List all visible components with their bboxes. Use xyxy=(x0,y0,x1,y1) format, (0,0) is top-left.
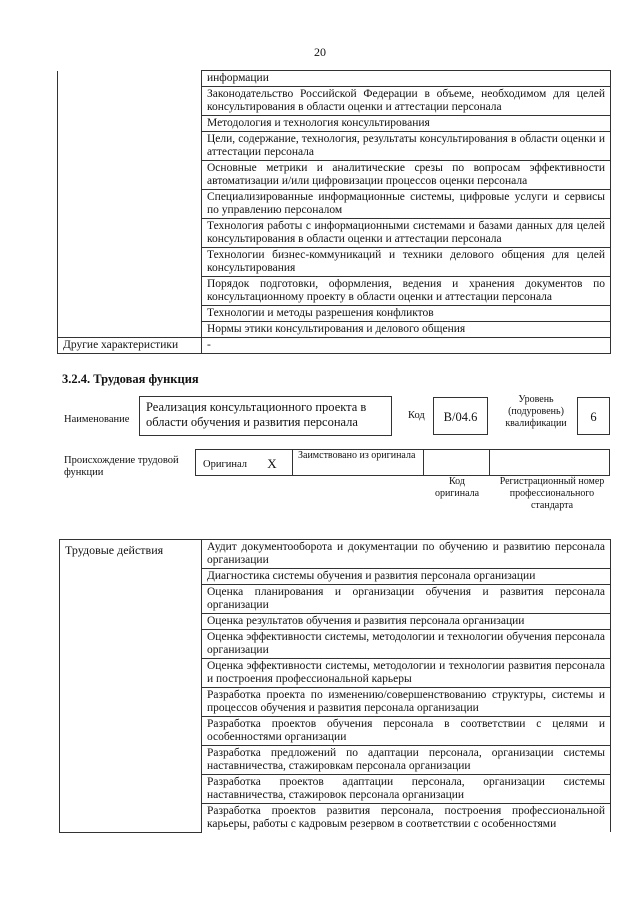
knowledge-label-cell xyxy=(58,71,202,338)
knowledge-item: Технологии и методы разрешения конфликтов xyxy=(202,306,611,322)
knowledge-item: информации xyxy=(202,71,611,87)
level-value-box xyxy=(577,397,610,435)
knowledge-item: Нормы этики консультирования и делового общения xyxy=(202,322,611,338)
origin-label: Происхождение трудовой функции xyxy=(64,455,179,478)
knowledge-item: Технологии бизнес-коммуникаций и техники делового общения для целей консультирования xyxy=(202,248,611,277)
other-characteristics-value: - xyxy=(202,338,611,354)
knowledge-table xyxy=(57,70,611,354)
reg-number-caption: Регистрационный номер профессионального стандарта xyxy=(499,476,605,511)
knowledge-item: Технология работы с информационными системами и базами данных для целей консультирования в области оценки и аттестации персонала xyxy=(202,219,611,248)
knowledge-item: Методология и технология консультирования xyxy=(202,116,611,132)
knowledge-item: Законодательство Российской Федерации в объеме, необходимом для целей консультирования в области оценки и аттестации персонала xyxy=(202,87,611,116)
action-item: Оценка эффективности системы, методологии и технологии обучения персонала организации xyxy=(202,630,611,659)
borrowed-label: Заимствовано из оригинала xyxy=(298,450,416,461)
origin-divider xyxy=(423,449,424,476)
knowledge-item: Порядок подготовки, оформления, ведения и хранения документов по консультационному проекту в области оценки и аттестации персонала xyxy=(202,277,611,306)
name-value-box xyxy=(139,396,392,436)
action-item: Разработка проекта по изменению/совершенствованию структуры, системы и процессов обучения и развития персонала организации xyxy=(202,688,611,717)
origin-code-caption: Код оригинала xyxy=(434,476,480,499)
action-item: Аудит документооборота и документации по обучению и развитию персонала организации xyxy=(202,540,611,569)
page-number: 20 xyxy=(314,45,326,59)
code-value: B/04.6 xyxy=(443,410,478,424)
actions-label: Трудовые действия xyxy=(60,540,202,833)
action-item: Разработка проектов развития персонала, построения профессиональной карьеры, работы с кадровым резервом в соответствии с особенностями xyxy=(202,804,611,833)
knowledge-item: Цели, содержание, технология, результаты консультирования в области оценки и аттестации персонала xyxy=(202,132,611,161)
action-item: Диагностика системы обучения и развития персонала организации xyxy=(202,569,611,585)
level-value: 6 xyxy=(590,410,597,424)
knowledge-item: Специализированные информационные системы, цифровые услуги и сервисы по управлению персоналом xyxy=(202,190,611,219)
action-item: Разработка предложений по адаптации персонала, организации системы наставничества, стажировкам персонала организации xyxy=(202,746,611,775)
action-item: Разработка проектов обучения персонала в соответствии с целями и особенностями организации xyxy=(202,717,611,746)
section-title: 3.2.4. Трудовая функция xyxy=(62,372,199,386)
origin-divider xyxy=(489,449,490,476)
original-mark: X xyxy=(267,456,277,471)
original-label: Оригинал xyxy=(203,459,247,470)
name-label: Наименование xyxy=(64,414,130,425)
other-characteristics-label: Другие характеристики xyxy=(58,338,202,354)
action-item: Оценка планирования и организации обучения и развития персонала организации xyxy=(202,585,611,614)
code-value-box xyxy=(433,397,488,435)
code-label: Код xyxy=(408,410,425,421)
name-value: Реализация консультационного проекта в области обучения и развития персонала xyxy=(146,400,367,429)
origin-divider xyxy=(292,449,293,476)
action-item: Оценка результатов обучения и развития персонала организации xyxy=(202,614,611,630)
knowledge-item: Основные метрики и аналитические срезы по вопросам эффективности автоматизации и/или цифровизации процессов оценки персонала xyxy=(202,161,611,190)
action-item: Разработка проектов адаптации персонала, организации системы наставничества, стажировок персонала организации xyxy=(202,775,611,804)
action-item: Оценка эффективности системы, методологии и технологии развития персонала и построения профессиональной карьеры xyxy=(202,659,611,688)
level-label: Уровень (подуровень) квалификации xyxy=(505,394,567,429)
actions-table xyxy=(59,539,611,833)
